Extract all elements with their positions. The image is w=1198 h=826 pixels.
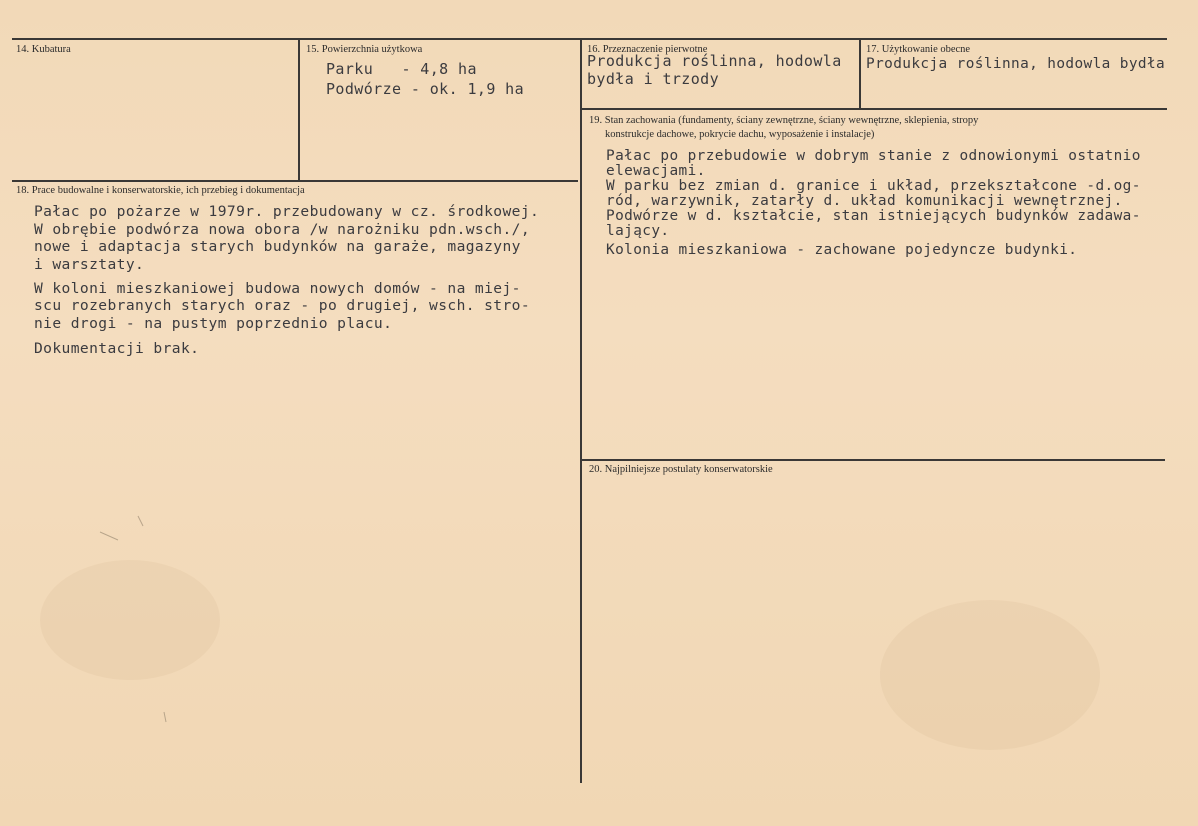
pencil-mark xyxy=(100,532,118,540)
field-18-line: W obrębie podwórza nowa obora /w narożniku pdn.wsch./, xyxy=(34,221,531,238)
field-19-line: Pałac po przebudowie w dobrym stanie z odnowionymi ostatnio xyxy=(606,148,1141,164)
field-14-label: 14. Kubatura xyxy=(16,44,71,55)
pencil-mark xyxy=(164,712,166,722)
field-15-line: Parku - 4,8 ha xyxy=(326,60,477,78)
field-18-line: scu rozebranych starych oraz - po drugiej, wsch. stro- xyxy=(34,297,531,314)
field-19-line: Podwórze w d. kształcie, stan istniejących budynków zadawa- xyxy=(606,208,1141,224)
field-18-line: i warsztaty. xyxy=(34,256,145,273)
pencil-mark xyxy=(138,516,143,526)
field-16-line: bydła i trzody xyxy=(587,70,720,88)
field-19-line: lający. xyxy=(606,223,670,239)
field-15-label: 15. Powierzchnia użytkowa xyxy=(306,44,423,55)
field-18-line: W koloni mieszkaniowej budowa nowych domów - na miej- xyxy=(34,280,521,297)
field-18-line: nowe i adaptacja starych budynków na garaże, magazyny xyxy=(34,238,521,255)
field-19-label-cont: konstrukcje dachowe, pokrycie dachu, wyposażenie i instalacje) xyxy=(605,129,875,140)
field-18-line: Pałac po pożarze w 1979r. przebudowany w cz. środkowej. xyxy=(34,203,540,220)
field-20-label: 20. Najpilniejsze postulaty konserwatorskie xyxy=(589,464,773,475)
field-16-label: 16. Przeznaczenie pierwotne xyxy=(587,44,708,55)
field-19-line: elewacjami. xyxy=(606,163,706,179)
field-19-line: Kolonia mieszkaniowa - zachowane pojedyncze budynki. xyxy=(606,242,1078,258)
field-18-line: nie drogi - na pustym poprzednio placu. xyxy=(34,315,393,332)
field-18-line: Dokumentacji brak. xyxy=(34,340,200,357)
field-19-line: ród, warzywnik, zatarły d. układ komunikacji wewnętrznej. xyxy=(606,193,1123,209)
field-19-label: 19. Stan zachowania (fundamenty, ściany zewnętrzne, ściany wewnętrzne, sklepienia, stropy xyxy=(589,115,979,126)
field-18-label: 18. Prace budowalne i konserwatorskie, ich przebieg i dokumentacja xyxy=(16,185,305,196)
field-17-label: 17. Użytkowanie obecne xyxy=(866,44,971,55)
field-17-line: Produkcja roślinna, hodowla bydła xyxy=(866,56,1166,72)
field-19-line: W parku bez zmian d. granice i układ, przekształcone -d.og- xyxy=(606,178,1141,194)
field-15-line: Podwórze - ok. 1,9 ha xyxy=(326,80,525,98)
field-16-line: Produkcja roślinna, hodowla xyxy=(587,52,842,70)
